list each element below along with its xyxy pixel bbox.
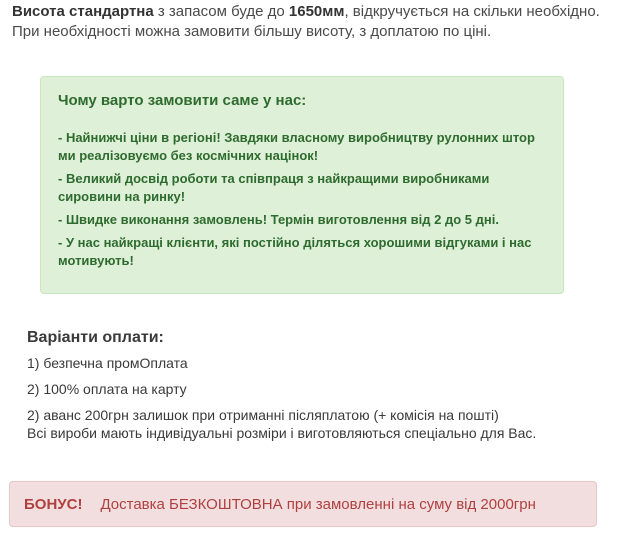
payment-option: 1) безпечна промОплата [27,355,188,371]
benefit-item: - Найнижчі ціни в регіоні! Завдяки власному виробництву рулонних штор ми реалізовуємо без космічних націнок! [58,130,535,163]
why-us-box [40,76,564,294]
bonus-banner [9,481,597,527]
payment-note: Всі вироби мають індивідуальні розміри і виготовляються спеціально для Вас. [27,425,537,441]
intro-paragraph [12,2,612,42]
payment-option: 2) 100% оплата на карту [27,381,187,397]
bonus-text: Доставка БЕЗКОШТОВНА при замовленні на суму від 2000грн [100,495,536,513]
intro-text-mid: з запасом буде до [153,3,289,20]
intro-bold-value: 1650мм [288,3,345,20]
payment-option: 2) аванс 200грн залишок при отриманні післяплатою (+ комісія на пошті) [27,407,499,423]
intro-text-end: , відкручується на скільки необхідно. При необхідності можна замовити більшу висоту, з доплатою по ціні. [12,3,600,40]
payment-title: Варіанти оплати: [27,329,164,346]
benefit-item: - Швидке виконання замовлень! Термін виготовлення від 2 до 5 дні. [58,212,499,227]
bonus-label: БОНУС! [24,495,83,513]
benefit-item: - Великий досвід роботи та співпраця з найкращими виробниками сировини на ринку! [58,171,490,204]
why-us-title: Чому варто замовити саме у нас: [58,92,307,109]
benefit-item: - У нас найкращі клієнти, які постійно діляться хорошими відгуками і нас мотивують! [58,235,532,268]
intro-bold-start: Висота стандартна [12,3,154,20]
